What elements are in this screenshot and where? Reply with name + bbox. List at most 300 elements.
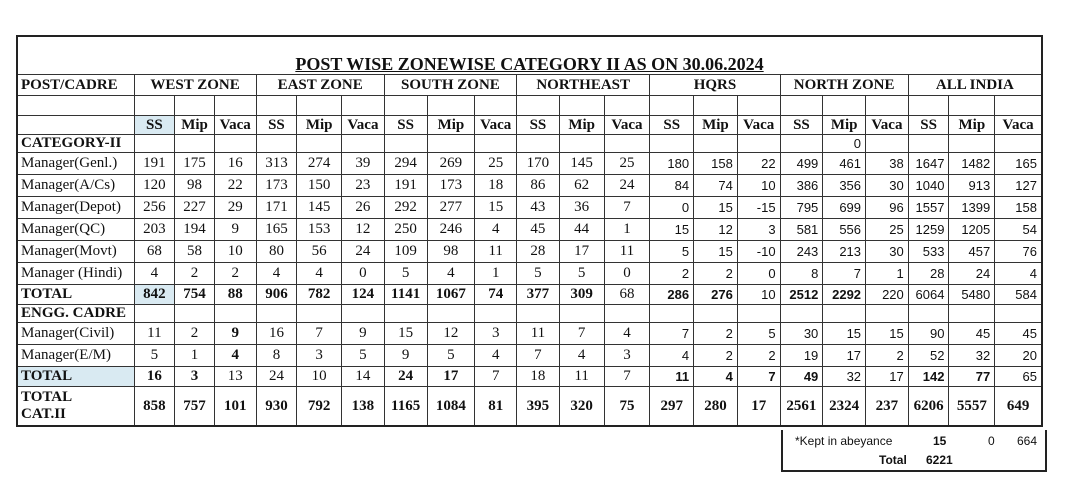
table-row [17, 241, 1042, 263]
value-cell: 145 [559, 153, 604, 175]
value-cell: 86 [517, 175, 560, 197]
value-cell: 4 [650, 345, 694, 367]
value-cell: 754 [175, 285, 215, 305]
abeyance-total-label: Total [879, 453, 907, 467]
value-cell: 2 [694, 323, 738, 345]
value-cell: 5557 [949, 387, 995, 427]
value-cell: 6064 [908, 285, 949, 305]
value-cell: 7 [604, 367, 650, 387]
value-cell: 36 [559, 197, 604, 219]
value-cell: 9 [214, 219, 256, 241]
value-cell: 10 [297, 367, 342, 387]
value-cell: 24 [949, 263, 995, 285]
value-cell: 277 [427, 197, 475, 219]
value-cell: 24 [256, 367, 297, 387]
sub-header-mip: Mip [949, 116, 995, 135]
value-cell: 158 [995, 197, 1042, 219]
sub-header-row [17, 116, 1042, 135]
value-cell: 4 [694, 367, 738, 387]
value-cell: 0 [342, 263, 385, 285]
value-cell: 5480 [949, 285, 995, 305]
value-cell: 77 [949, 367, 995, 387]
value-cell: 3 [737, 219, 780, 241]
value-cell: 17 [866, 367, 909, 387]
zone-header: WEST ZONE [134, 75, 256, 96]
value-cell: 80 [256, 241, 297, 263]
value-cell: 109 [384, 241, 427, 263]
table-row [17, 219, 1042, 241]
zone-header-row [17, 75, 1042, 96]
value-cell: 320 [559, 387, 604, 427]
value-cell: 191 [384, 175, 427, 197]
value-cell: 15 [866, 323, 909, 345]
sub-header-vaca: Vaca [737, 116, 780, 135]
value-cell: 2292 [823, 285, 866, 305]
value-cell: 43 [517, 197, 560, 219]
value-cell: 930 [256, 387, 297, 427]
value-cell: 11 [134, 323, 175, 345]
value-cell: 4 [256, 263, 297, 285]
sub-header-ss: SS [517, 116, 560, 135]
abeyance-box [781, 430, 1047, 472]
value-cell: 1557 [908, 197, 949, 219]
value-cell: 5 [559, 263, 604, 285]
value-cell: 88 [214, 285, 256, 305]
value-cell: 153 [297, 219, 342, 241]
value-cell: 533 [908, 241, 949, 263]
value-cell: 1067 [427, 285, 475, 305]
value-cell: 842 [134, 285, 175, 305]
value-cell: 127 [995, 175, 1042, 197]
value-cell: 19 [780, 345, 823, 367]
value-cell: 38 [866, 153, 909, 175]
value-cell: 170 [517, 153, 560, 175]
sub-header-ss: SS [650, 116, 694, 135]
total-label: TOTAL [17, 285, 134, 305]
value-cell: 24 [604, 175, 650, 197]
sub-header-vaca: Vaca [866, 116, 909, 135]
engg-cadre-label: ENGG. CADRE [17, 305, 134, 323]
grand-total-label [17, 387, 134, 427]
post-name: Manager(E/M) [17, 345, 134, 367]
abeyance-ss: 15 [933, 434, 947, 448]
value-cell: 44 [559, 219, 604, 241]
value-cell: 173 [427, 175, 475, 197]
value-cell: 2 [175, 323, 215, 345]
value-cell: 15 [384, 323, 427, 345]
total-cat2-row [17, 285, 1042, 305]
value-cell: 171 [256, 197, 297, 219]
value-cell: 24 [342, 241, 385, 263]
value-cell: 11 [559, 367, 604, 387]
value-cell: 2 [694, 263, 738, 285]
value-cell: 7 [604, 197, 650, 219]
value-cell: 23 [342, 175, 385, 197]
value-cell: 294 [384, 153, 427, 175]
value-cell: 81 [475, 387, 517, 427]
category-ii-table [16, 35, 1043, 427]
table-row [17, 345, 1042, 367]
value-cell: 858 [134, 387, 175, 427]
value-cell: 10 [214, 241, 256, 263]
sub-header-vaca: Vaca [995, 116, 1042, 135]
value-cell: 29 [214, 197, 256, 219]
abeyance-total-value: 6221 [926, 453, 953, 467]
value-cell: -10 [737, 241, 780, 263]
value-cell: 795 [780, 197, 823, 219]
sub-header-vaca: Vaca [604, 116, 650, 135]
value-cell: 76 [995, 241, 1042, 263]
value-cell: 3 [604, 345, 650, 367]
value-cell: 58 [175, 241, 215, 263]
sub-header-vaca: Vaca [214, 116, 256, 135]
grand-total-row [17, 387, 1042, 427]
value-cell: 68 [134, 241, 175, 263]
value-cell: 28 [517, 241, 560, 263]
value-cell: 0 [650, 197, 694, 219]
value-cell: 1399 [949, 197, 995, 219]
value-cell: 7 [737, 367, 780, 387]
value-cell: 3 [475, 323, 517, 345]
value-cell: 45 [517, 219, 560, 241]
value-cell: 18 [517, 367, 560, 387]
value-cell: 2512 [780, 285, 823, 305]
value-cell: 165 [256, 219, 297, 241]
value-cell: 4 [297, 263, 342, 285]
post-name: Manager(A/Cs) [17, 175, 134, 197]
value-cell: 5 [134, 345, 175, 367]
category-ii-row [17, 135, 1042, 153]
value-cell: 757 [175, 387, 215, 427]
blank-row [17, 96, 1042, 116]
value-cell: 96 [866, 197, 909, 219]
value-cell: 15 [694, 197, 738, 219]
value-cell: 45 [949, 323, 995, 345]
value-cell: 158 [694, 153, 738, 175]
sub-header-mip: Mip [694, 116, 738, 135]
value-cell: 276 [694, 285, 738, 305]
value-cell: 9 [342, 323, 385, 345]
value-cell: 7 [475, 367, 517, 387]
value-cell: 309 [559, 285, 604, 305]
table-row [17, 323, 1042, 345]
value-cell: 11 [650, 367, 694, 387]
value-cell: 286 [650, 285, 694, 305]
table-row [17, 153, 1042, 175]
value-cell: 25 [604, 153, 650, 175]
value-cell: 150 [297, 175, 342, 197]
post-name: Manager(Depot) [17, 197, 134, 219]
zone-header: ALL INDIA [908, 75, 1042, 96]
value-cell: 145 [297, 197, 342, 219]
value-cell: 15 [475, 197, 517, 219]
grand-total-label-line1: TOTAL [21, 389, 73, 405]
value-cell: 12 [694, 219, 738, 241]
post-name: Manager(Movt) [17, 241, 134, 263]
value-cell: 13 [214, 367, 256, 387]
abeyance-vaca: 664 [1017, 434, 1038, 448]
post-name: Manager (Hindi) [17, 263, 134, 285]
value-cell: 0 [604, 263, 650, 285]
value-cell: 4 [475, 345, 517, 367]
value-cell: 52 [908, 345, 949, 367]
value-cell: 30 [780, 323, 823, 345]
value-cell: 12 [342, 219, 385, 241]
value-cell: 84 [650, 175, 694, 197]
value-cell: 17 [427, 367, 475, 387]
value-cell: 16 [134, 367, 175, 387]
value-cell: 4 [604, 323, 650, 345]
value-cell: 32 [949, 345, 995, 367]
value-cell: 792 [297, 387, 342, 427]
value-cell: 1040 [908, 175, 949, 197]
sub-header-mip: Mip [559, 116, 604, 135]
value-cell: 256 [134, 197, 175, 219]
category-ii-label: CATEGORY-II [17, 135, 134, 153]
value-cell: 16 [214, 153, 256, 175]
value-cell: 243 [780, 241, 823, 263]
table-row [17, 175, 1042, 197]
value-cell: 22 [737, 153, 780, 175]
value-cell: 4 [134, 263, 175, 285]
value-cell: 124 [342, 285, 385, 305]
value-cell: 20 [995, 345, 1042, 367]
value-cell: 14 [342, 367, 385, 387]
value-cell: 5 [342, 345, 385, 367]
value-cell: 292 [384, 197, 427, 219]
value-cell: -15 [737, 197, 780, 219]
value-cell: 2 [737, 345, 780, 367]
value-cell: 2324 [823, 387, 866, 427]
value-cell: 28 [908, 263, 949, 285]
value-cell: 649 [995, 387, 1042, 427]
post-name: Manager(Civil) [17, 323, 134, 345]
value-cell: 269 [427, 153, 475, 175]
engg-cadre-row [17, 305, 1042, 323]
value-cell: 2 [650, 263, 694, 285]
value-cell: 10 [737, 175, 780, 197]
value-cell: 3 [297, 345, 342, 367]
value-cell: 11 [475, 241, 517, 263]
table-row [17, 197, 1042, 219]
value-cell: 1259 [908, 219, 949, 241]
post-name: Manager(Genl.) [17, 153, 134, 175]
value-cell: 1 [604, 219, 650, 241]
value-cell: 274 [297, 153, 342, 175]
value-cell: 3 [175, 367, 215, 387]
value-cell: 98 [427, 241, 475, 263]
table-row [17, 263, 1042, 285]
value-cell: 237 [866, 387, 909, 427]
value-cell: 165 [995, 153, 1042, 175]
sub-header-ss: SS [780, 116, 823, 135]
value-cell: 1 [175, 345, 215, 367]
value-cell: 39 [342, 153, 385, 175]
value-cell: 7 [650, 323, 694, 345]
value-cell: 65 [995, 367, 1042, 387]
value-cell: 142 [908, 367, 949, 387]
value-cell: 138 [342, 387, 385, 427]
value-cell: 5 [427, 345, 475, 367]
post-name: Manager(QC) [17, 219, 134, 241]
value-cell: 16 [256, 323, 297, 345]
zone-header: NORTHEAST [517, 75, 650, 96]
value-cell: 7 [297, 323, 342, 345]
value-cell: 457 [949, 241, 995, 263]
value-cell: 194 [175, 219, 215, 241]
value-cell: 246 [427, 219, 475, 241]
value-cell: 9 [214, 323, 256, 345]
value-cell: 1084 [427, 387, 475, 427]
value-cell: 297 [650, 387, 694, 427]
value-cell: 191 [134, 153, 175, 175]
value-cell: 4 [475, 219, 517, 241]
value-cell: 906 [256, 285, 297, 305]
value-cell: 2 [175, 263, 215, 285]
value-cell: 12 [427, 323, 475, 345]
sub-header-mip: Mip [823, 116, 866, 135]
zone-header: EAST ZONE [256, 75, 384, 96]
value-cell: 175 [175, 153, 215, 175]
value-cell: 30 [866, 175, 909, 197]
value-cell: 7 [559, 323, 604, 345]
sub-header-mip: Mip [297, 116, 342, 135]
value-cell: 15 [694, 241, 738, 263]
value-cell: 213 [823, 241, 866, 263]
value-cell: 15 [823, 323, 866, 345]
value-cell: 17 [737, 387, 780, 427]
value-cell: 180 [650, 153, 694, 175]
value-cell: 1205 [949, 219, 995, 241]
value-cell: 584 [995, 285, 1042, 305]
value-cell: 4 [427, 263, 475, 285]
value-cell: 11 [604, 241, 650, 263]
value-cell: 62 [559, 175, 604, 197]
sub-header-ss: SS [384, 116, 427, 135]
value-cell: 1165 [384, 387, 427, 427]
value-cell: 377 [517, 285, 560, 305]
category-extra-value: 0 [823, 135, 866, 153]
value-cell: 98 [175, 175, 215, 197]
value-cell: 173 [256, 175, 297, 197]
value-cell: 220 [866, 285, 909, 305]
value-cell: 10 [737, 285, 780, 305]
value-cell: 2 [694, 345, 738, 367]
value-cell: 7 [823, 263, 866, 285]
value-cell: 356 [823, 175, 866, 197]
abeyance-mip: 0 [988, 434, 995, 448]
value-cell: 54 [995, 219, 1042, 241]
value-cell: 5 [650, 241, 694, 263]
value-cell: 2 [214, 263, 256, 285]
sub-header-ss: SS [908, 116, 949, 135]
value-cell: 782 [297, 285, 342, 305]
value-cell: 75 [604, 387, 650, 427]
value-cell: 90 [908, 323, 949, 345]
value-cell: 386 [780, 175, 823, 197]
value-cell: 913 [949, 175, 995, 197]
total-engg-row [17, 367, 1042, 387]
value-cell: 1647 [908, 153, 949, 175]
value-cell: 11 [517, 323, 560, 345]
value-cell: 17 [823, 345, 866, 367]
sub-header-ss: SS [134, 116, 175, 135]
value-cell: 56 [297, 241, 342, 263]
total-label: TOTAL [17, 367, 134, 387]
value-cell: 6206 [908, 387, 949, 427]
zone-header: SOUTH ZONE [384, 75, 516, 96]
value-cell: 101 [214, 387, 256, 427]
value-cell: 15 [650, 219, 694, 241]
value-cell: 5 [737, 323, 780, 345]
value-cell: 699 [823, 197, 866, 219]
value-cell: 25 [475, 153, 517, 175]
value-cell: 7 [517, 345, 560, 367]
value-cell: 4 [559, 345, 604, 367]
value-cell: 120 [134, 175, 175, 197]
value-cell: 74 [475, 285, 517, 305]
sub-header-mip: Mip [175, 116, 215, 135]
value-cell: 581 [780, 219, 823, 241]
abeyance-label: *Kept in abeyance [795, 434, 893, 448]
value-cell: 17 [559, 241, 604, 263]
post-cadre-header: POST/CADRE [17, 75, 134, 96]
value-cell: 26 [342, 197, 385, 219]
sub-header-ss: SS [256, 116, 297, 135]
zone-header: NORTH ZONE [780, 75, 908, 96]
value-cell: 313 [256, 153, 297, 175]
value-cell: 24 [384, 367, 427, 387]
value-cell: 30 [866, 241, 909, 263]
value-cell: 2 [866, 345, 909, 367]
value-cell: 5 [517, 263, 560, 285]
grand-total-label-line2: CAT.II [21, 406, 66, 422]
value-cell: 22 [214, 175, 256, 197]
value-cell: 1482 [949, 153, 995, 175]
zone-header: HQRS [650, 75, 780, 96]
value-cell: 25 [866, 219, 909, 241]
value-cell: 8 [256, 345, 297, 367]
value-cell: 8 [780, 263, 823, 285]
value-cell: 1 [475, 263, 517, 285]
value-cell: 1141 [384, 285, 427, 305]
table-body [17, 36, 1042, 426]
value-cell: 49 [780, 367, 823, 387]
value-cell: 45 [995, 323, 1042, 345]
sub-header-mip: Mip [427, 116, 475, 135]
value-cell: 68 [604, 285, 650, 305]
value-cell: 499 [780, 153, 823, 175]
value-cell: 5 [384, 263, 427, 285]
value-cell: 18 [475, 175, 517, 197]
value-cell: 1 [866, 263, 909, 285]
value-cell: 4 [214, 345, 256, 367]
value-cell: 9 [384, 345, 427, 367]
value-cell: 280 [694, 387, 738, 427]
value-cell: 0 [737, 263, 780, 285]
value-cell: 227 [175, 197, 215, 219]
value-cell: 250 [384, 219, 427, 241]
value-cell: 74 [694, 175, 738, 197]
value-cell: 203 [134, 219, 175, 241]
value-cell: 556 [823, 219, 866, 241]
value-cell: 461 [823, 153, 866, 175]
value-cell: 4 [995, 263, 1042, 285]
value-cell: 395 [517, 387, 560, 427]
value-cell: 32 [823, 367, 866, 387]
table-title: POST WISE ZONEWISE CATEGORY II AS ON 30.06.2024 [295, 54, 764, 74]
sub-header-vaca: Vaca [342, 116, 385, 135]
